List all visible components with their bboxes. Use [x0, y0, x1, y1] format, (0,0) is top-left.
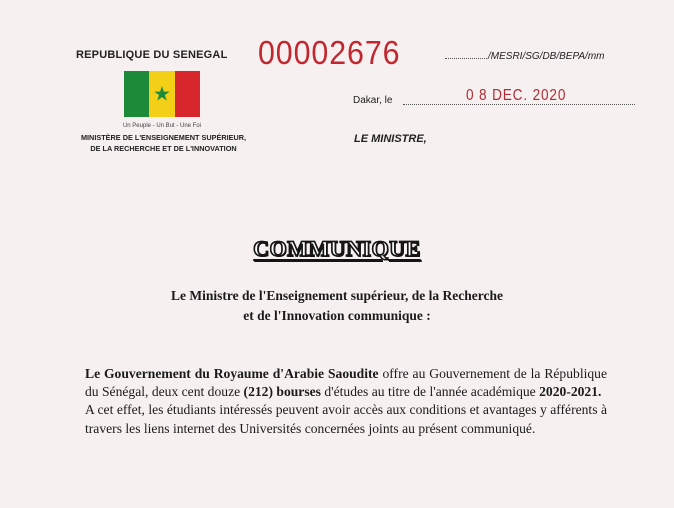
ministry-line-1: MINISTÈRE DE L'ENSEIGNEMENT SUPÉRIEUR,: [80, 133, 247, 142]
body-paragraph-2: A cet effet, les étudiants intéressés peuvent avoir accès aux conditions et avantages y afférents à travers les liens internet des Universités concernées joints au présent communiqué.: [85, 402, 607, 436]
flag-green-band: [124, 71, 149, 117]
flag-red-band: [175, 71, 200, 117]
addressee: LE MINISTRE,: [354, 133, 427, 145]
senegal-flag-icon: [124, 71, 200, 117]
body-bold-government: Le Gouvernement du Royaume d'Arabie Saoudite: [85, 366, 379, 381]
dateline-place: Dakar, le: [353, 95, 393, 106]
date-stamp: 0 8 DEC. 2020: [466, 87, 567, 104]
star-icon: ★: [153, 81, 171, 106]
country-heading: REPUBLIQUE DU SENEGAL: [76, 49, 228, 61]
body-bold-scholarships: (212) bourses: [243, 384, 321, 400]
national-motto: Un Peuple - Un But - Une Foi: [122, 123, 202, 129]
flag-yellow-band: [149, 71, 174, 117]
subtitle-line-2: et de l'Innovation communique :: [243, 308, 431, 323]
subtitle-line-1: Le Ministre de l'Enseignement supérieur, de la Recherche: [171, 288, 503, 303]
ministry-line-2: DE LA RECHERCHE ET DE L'INNOVATION: [90, 144, 237, 153]
reference-dotted-line: [445, 58, 487, 59]
document-title: [0, 236, 674, 262]
ministry-name: [56, 132, 271, 154]
document-body: [85, 365, 607, 438]
body-text-2: d'études au titre de l'année académique: [320, 384, 540, 400]
reference-number-stamp: 00002676: [258, 34, 401, 71]
body-paragraph-1: [85, 365, 607, 401]
body-text-1: offre au Gouvernement de la République du Sénégal, deux cent douze: [85, 366, 608, 400]
title-text: COMMUNIQUE: [253, 236, 421, 261]
reference-code: /MESRI/SG/DB/BEPA/mm: [488, 51, 605, 62]
document-subtitle: [0, 286, 674, 326]
body-bold-year: 2020-2021.: [539, 384, 602, 400]
